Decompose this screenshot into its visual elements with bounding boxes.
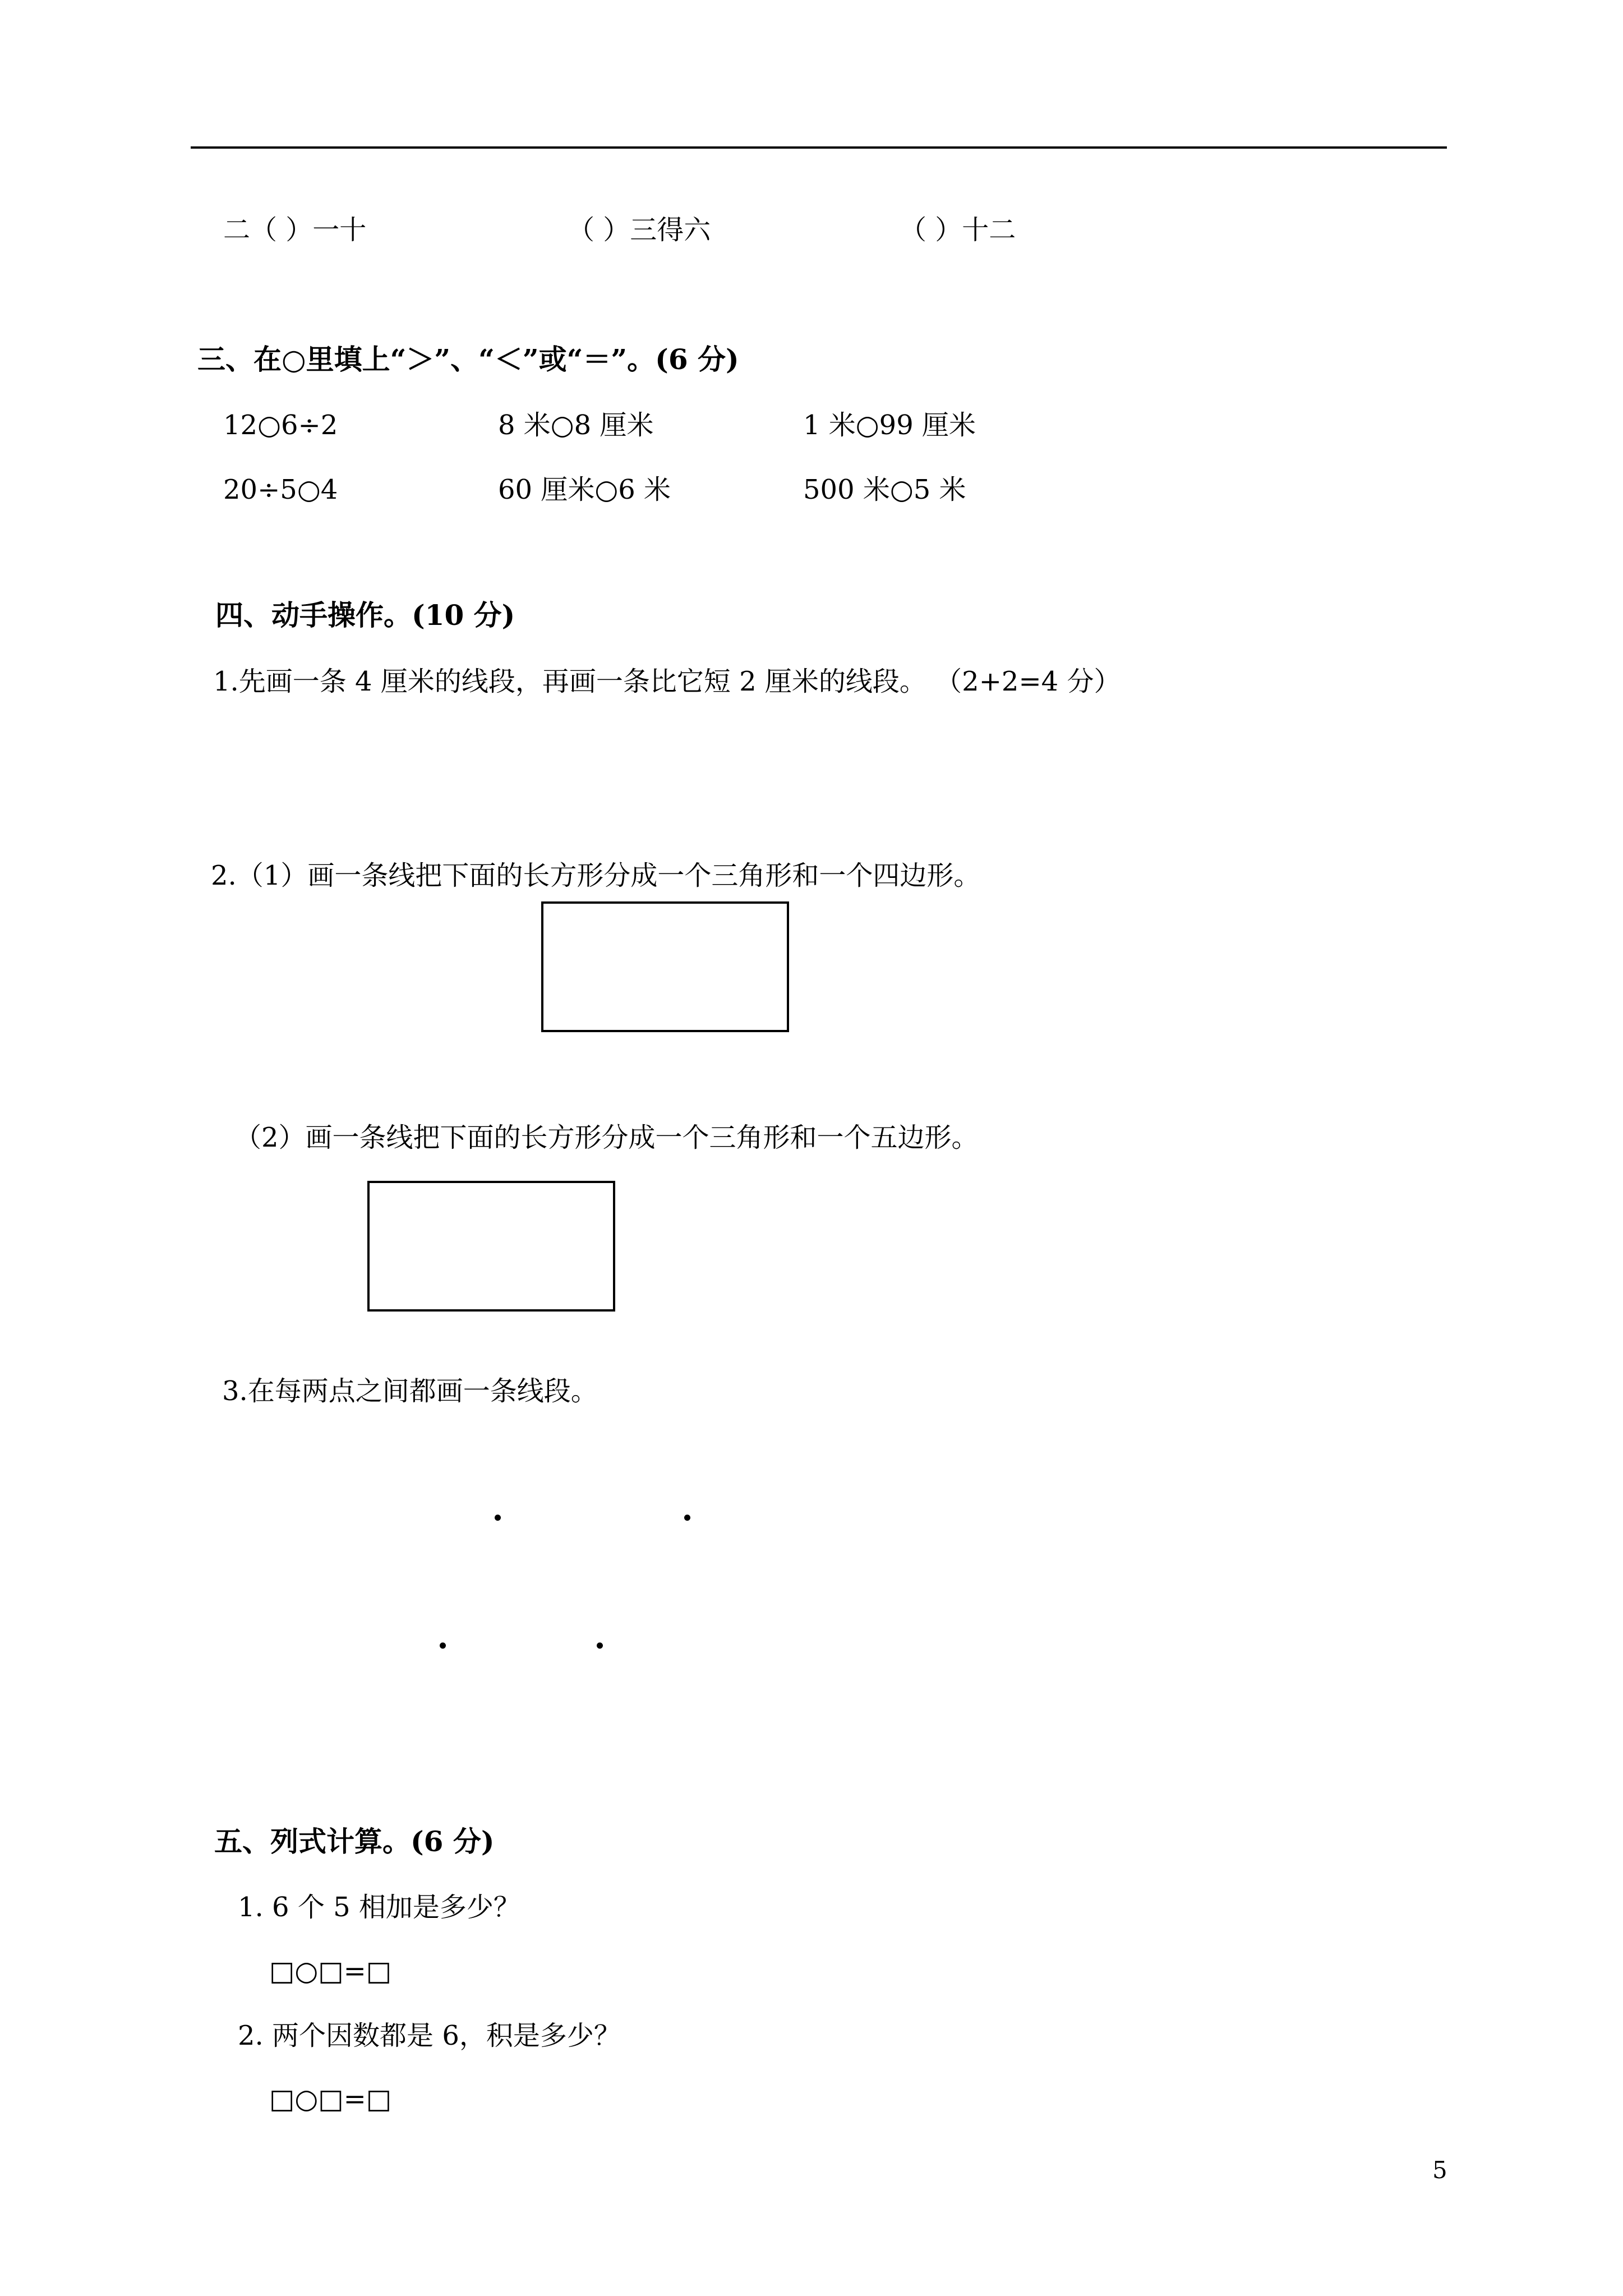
header-rule [191,146,1447,149]
question-4-2-1: 2.（1）画一条线把下面的长方形分成一个三角形和一个四边形。 [211,860,981,891]
rectangle-shape [541,901,789,1032]
section4-heading: 四、动手操作。(10 分) [215,599,515,632]
section5-heading: 五、列式计算。(6 分) [214,1825,495,1858]
compare-item: 1 米○99 厘米 [803,409,976,441]
question-4-3: 3.在每两点之间都画一条线段。 [222,1375,598,1407]
rectangle-shape [367,1181,615,1312]
point-dot [495,1515,501,1521]
fill-item-3: （ ）十二 [900,214,1016,246]
question-5-2: 2. 两个因数都是 6，积是多少？ [238,2020,621,2051]
compare-item: 60 厘米○6 米 [498,474,671,505]
question-5-1: 1. 6 个 5 相加是多少？ [238,1892,520,1923]
question-4-1: 1.先画一条 4 厘米的线段，再画一条比它短 2 厘米的线段。 （2+2=4 分） [213,666,1121,697]
answer-template-1: □○□=□ [269,1955,392,1987]
compare-item: 20÷5○4 [223,474,338,505]
fill-item-1: 二（ ）一十 [223,214,367,246]
point-dot [597,1642,603,1649]
answer-template-2: □○□=□ [269,2083,392,2115]
page-number: 5 [1432,2156,1447,2184]
compare-item: 500 米○5 米 [803,474,966,505]
compare-item: 8 米○8 厘米 [498,409,654,441]
section3-heading: 三、在○里填上“＞”、“＜”或“＝”。(6 分) [197,343,739,376]
point-dot [684,1515,690,1521]
fill-item-2: （ ）三得六 [568,214,711,246]
question-4-2-2: （2）画一条线把下面的长方形分成一个三角形和一个五边形。 [234,1122,979,1153]
compare-item: 12○6÷2 [223,409,338,441]
point-dot [440,1642,446,1649]
